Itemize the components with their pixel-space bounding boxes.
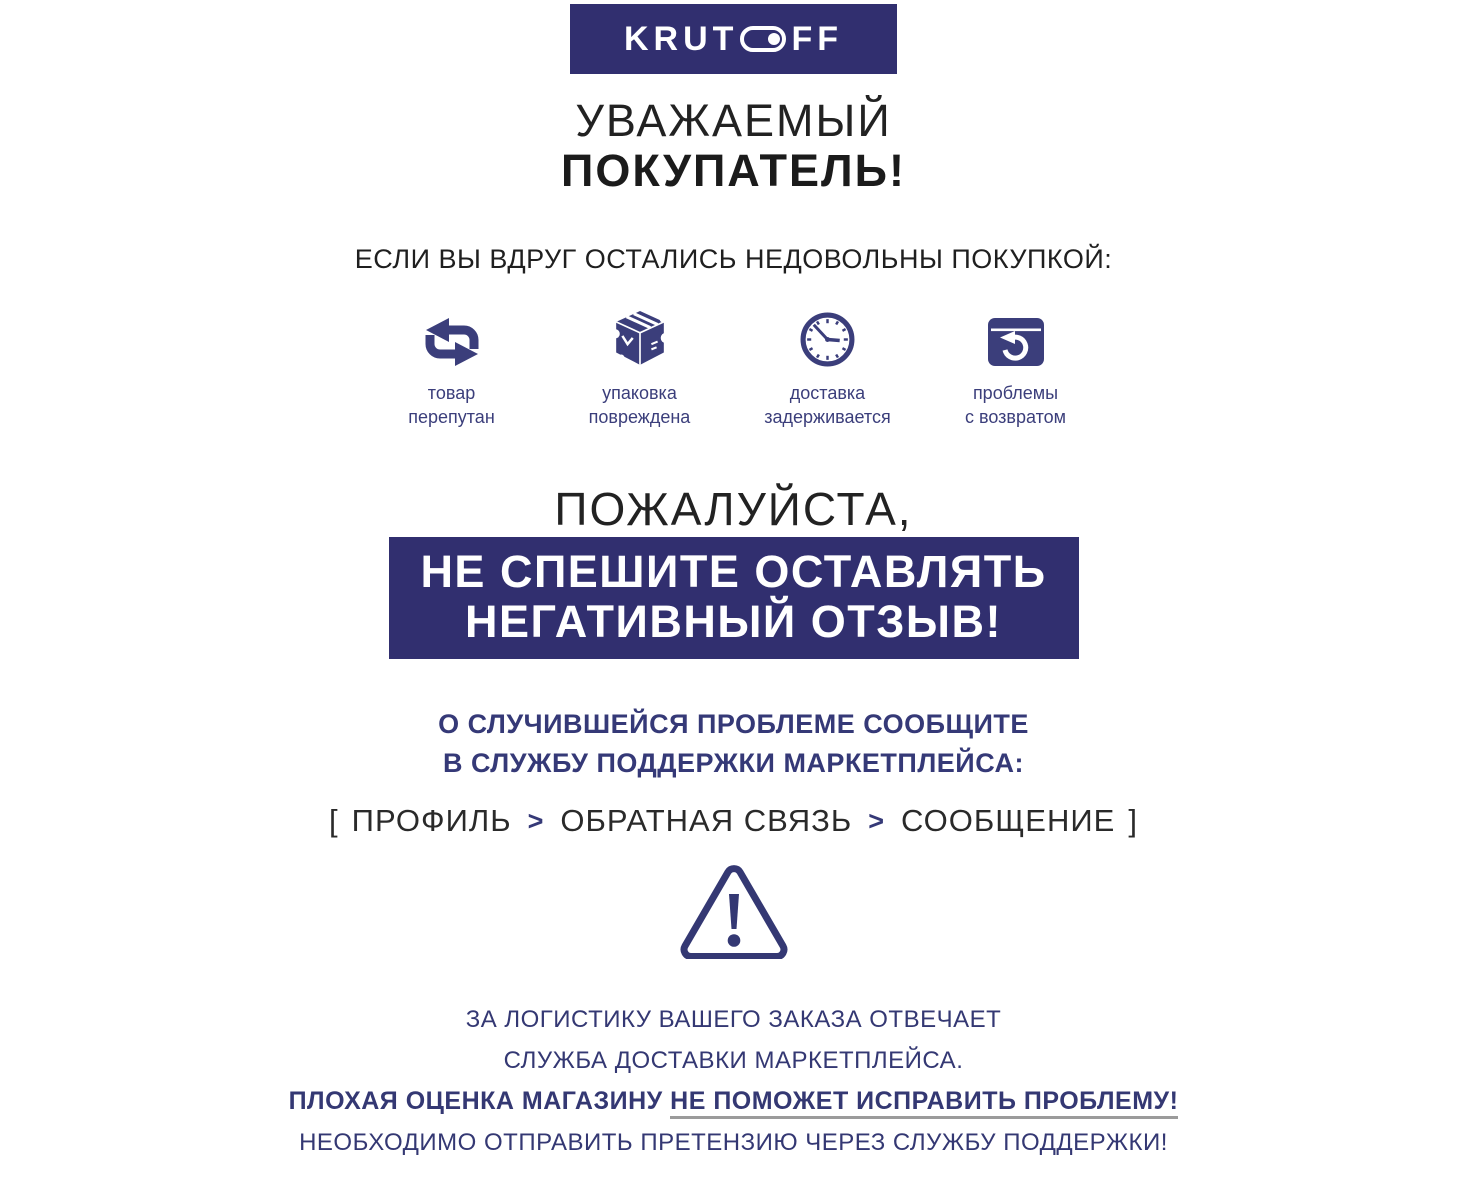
- banner-line: НЕ СПЕШИТЕ ОСТАВЛЯТЬ: [420, 546, 1047, 597]
- warning-triangle-icon: [678, 863, 790, 957]
- issue-label: товар перепутан: [408, 383, 495, 427]
- negative-review-banner: [389, 537, 1079, 659]
- intro-text: ЕСЛИ ВЫ ВДРУГ ОСТАЛИСЬ НЕДОВОЛЬНЫ ПОКУПКОЙ:: [354, 244, 1113, 274]
- footer-line-warning: [289, 1081, 1179, 1122]
- logo-wordmark: [624, 20, 843, 59]
- krutoff-logo: [570, 4, 897, 74]
- footer-text: [289, 999, 1179, 1163]
- breadcrumb: [323, 803, 1144, 839]
- chevron-separator-icon: >: [868, 806, 885, 836]
- issue-item-damaged: [546, 310, 734, 429]
- logo-text-right: FF: [791, 19, 843, 58]
- footer-line-claim: НЕОБХОДИМО ОТПРАВИТЬ ПРЕТЕНЗИЮ ЧЕРЕЗ СЛУЖБУ ПОДДЕРЖКИ!: [299, 1129, 1168, 1156]
- damaged-box-icon: [611, 310, 669, 368]
- issues-row: [358, 310, 1110, 429]
- footer-line-delivery: СЛУЖБА ДОСТАВКИ МАРКЕТПЛЕЙСА.: [503, 1047, 964, 1074]
- support-note-line: О СЛУЧИВШЕЙСЯ ПРОБЛЕМЕ СООБЩИТЕ: [438, 709, 1029, 739]
- swap-arrows-icon: [424, 310, 480, 368]
- issue-item-delayed: [734, 310, 922, 429]
- issue-label: доставка задерживается: [764, 383, 891, 427]
- toggle-o-icon: [740, 26, 786, 52]
- issue-label: упаковка повреждена: [588, 383, 691, 427]
- footer-line-logistics: ЗА ЛОГИСТИКУ ВАШЕГО ЗАКАЗА ОТВЕЧАЕТ: [465, 1006, 1002, 1033]
- bracket-close: ]: [1128, 803, 1138, 838]
- heading-line-light: УВАЖАЕМЫЙ: [575, 95, 892, 146]
- breadcrumb-step-message: СООБЩЕНИЕ: [900, 803, 1116, 838]
- issue-item-return: [922, 310, 1110, 429]
- breadcrumb-step-feedback: ОБРАТНАЯ СВЯЗЬ: [560, 803, 853, 838]
- support-note: [438, 705, 1029, 783]
- return-box-icon: [987, 310, 1045, 368]
- banner-line: НЕГАТИВНЫЙ ОТЗЫВ!: [465, 596, 1002, 647]
- bracket-open: [: [329, 803, 339, 838]
- chevron-separator-icon: >: [527, 806, 545, 836]
- logo-text-left: KRUT: [624, 19, 739, 58]
- issue-label: проблемы с возвратом: [964, 383, 1067, 427]
- clock-icon: [799, 310, 856, 368]
- breadcrumb-step-profile: ПРОФИЛЬ: [351, 803, 512, 838]
- plea-lead-text: ПОЖАЛУЙСТА,: [554, 483, 913, 535]
- support-note-line: В СЛУЖБУ ПОДДЕРЖКИ МАРКЕТПЛЕЙСА:: [442, 748, 1025, 778]
- footer-warning-normal: ПЛОХАЯ ОЦЕНКА МАГАЗИНУ: [288, 1087, 671, 1115]
- issue-item-swapped: [358, 310, 546, 429]
- footer-warning-underlined: НЕ ПОМОЖЕТ ИСПРАВИТЬ ПРОБЛЕМУ!: [670, 1087, 1178, 1119]
- heading-line-bold: ПОКУПАТЕЛЬ!: [561, 145, 906, 196]
